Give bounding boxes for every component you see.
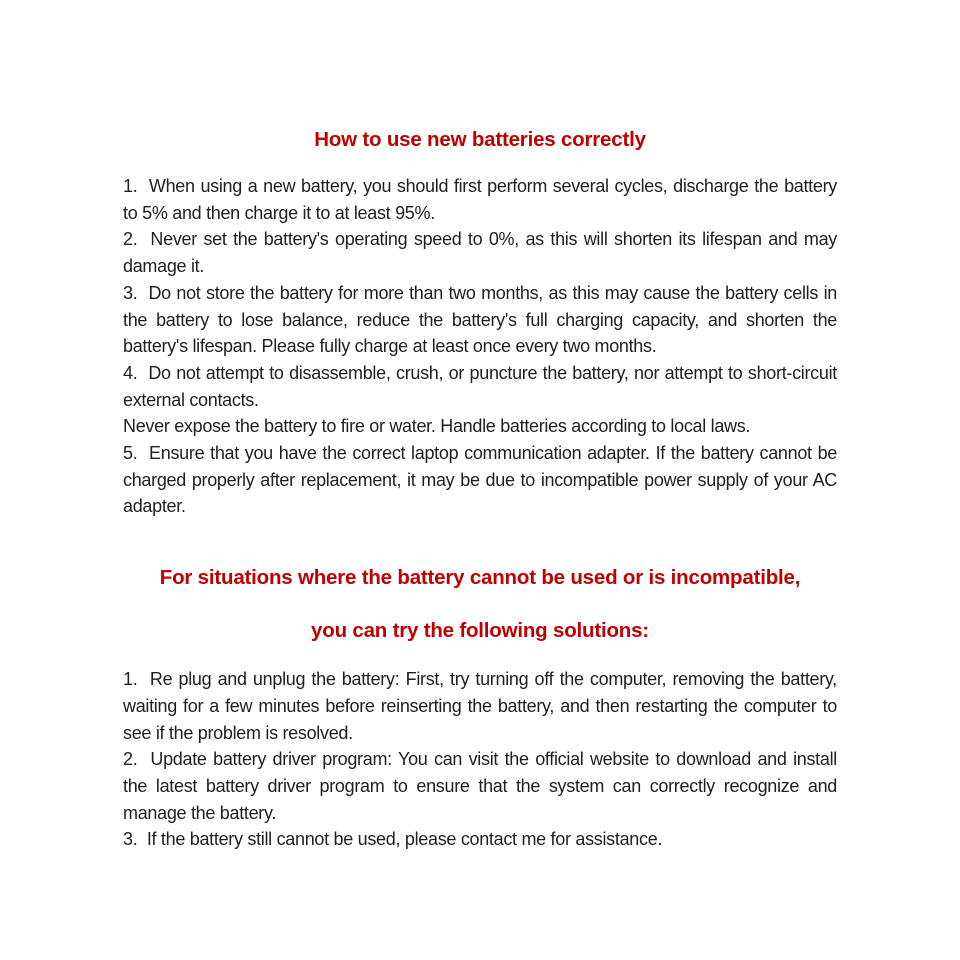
troubleshooting-solutions-list [123, 666, 837, 853]
solution-item-3: 3. If the battery still cannot be used, please contact me for assistance. [123, 829, 663, 850]
troubleshooting-section-title-line2: you can try the following solutions: [311, 619, 649, 643]
solution-item-2: 2. Update battery driver program: You can visit the official website to download and install the latest battery driver program to ensure that the system can correctly recognize and manage the battery. [123, 749, 837, 823]
instruction-item-4: 4. Do not attempt to disassemble, crush, or puncture the battery, nor attempt to short-circuit external contacts. [123, 362, 837, 410]
usage-section-title: How to use new batteries correctly [314, 128, 646, 151]
troubleshooting-section-title-line1: For situations where the battery cannot be used or is incompatible, [159, 566, 801, 590]
battery-instructions-document [123, 0, 837, 853]
instruction-item-4-note: Never expose the battery to fire or water. Handle batteries according to local laws. [123, 416, 751, 437]
instruction-item-3: 3. Do not store the battery for more than two months, as this may cause the battery cells in the battery to lose balance, reduce the battery's full charging capacity, and shorten the battery's lifespan. Please fully charge at least once every two months. [123, 282, 837, 357]
instruction-item-2: 2. Never set the battery's operating speed to 0%, as this will shorten its lifespan and may damage it. [123, 229, 837, 277]
usage-instructions-list [123, 173, 837, 520]
instruction-item-5: 5. Ensure that you have the correct laptop communication adapter. If the battery cannot be charged properly after replacement, it may be due to incompatible power supply of your AC adapter. [123, 443, 837, 517]
solution-item-1: 1. Re plug and unplug the battery: First, try turning off the computer, removing the battery, waiting for a few minutes before reinserting the battery, and then restarting the computer to see if the problem is resolved. [123, 669, 837, 743]
instruction-item-1: 1. When using a new battery, you should first perform several cycles, discharge the battery to 5% and then charge it to at least 95%. [123, 176, 837, 223]
